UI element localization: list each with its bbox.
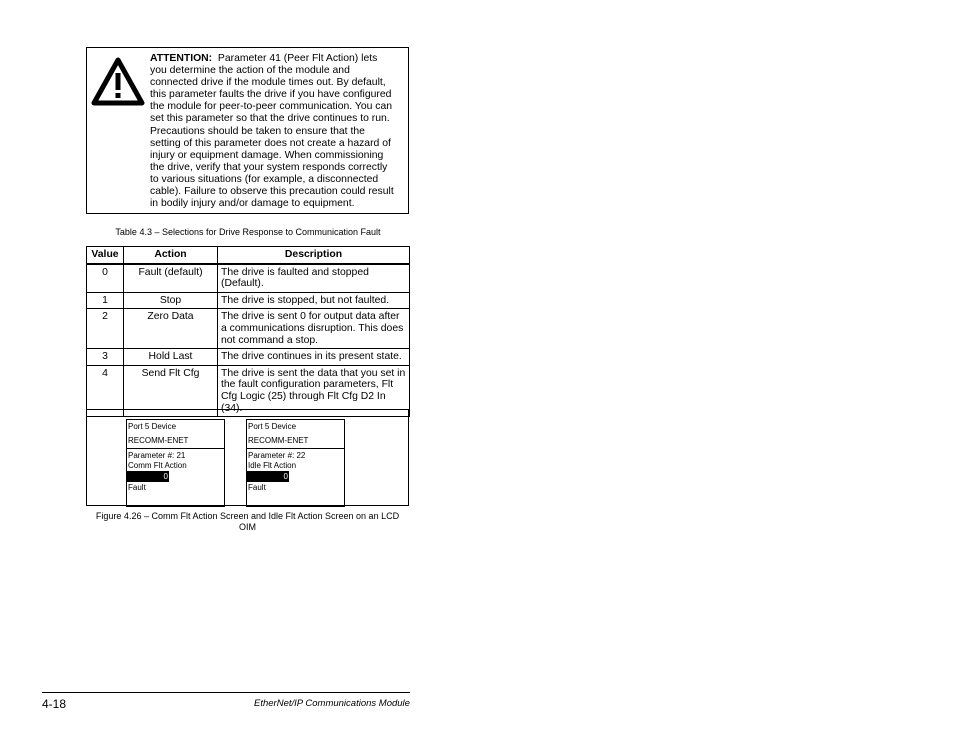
- drive-response-table: [86, 246, 410, 417]
- table-header-row: [87, 247, 410, 264]
- attention-line: you determine the action of the module and: [150, 65, 350, 77]
- cell-action: Send Flt Cfg: [124, 365, 218, 416]
- cell-description: The drive is stopped, but not faulted.: [218, 292, 410, 309]
- page-number: 4-18: [42, 697, 67, 711]
- cell-action: Hold Last: [124, 349, 218, 366]
- lcd-parameter-name: Comm Flt Action: [128, 461, 187, 470]
- table-row: [87, 349, 410, 366]
- running-footer-title: EtherNet/IP Communications Module: [254, 698, 410, 709]
- table-row: [87, 292, 410, 309]
- attention-label: ATTENTION:: [150, 53, 213, 64]
- lcd-port-label: Port 5 Device: [248, 422, 297, 431]
- attention-box: [86, 47, 409, 214]
- header-action: Action: [124, 247, 218, 264]
- attention-line: connected drive if the module times out. By default,: [150, 77, 386, 89]
- lcd-screen-idle-flt: [246, 419, 345, 507]
- attention-line: the drive, verify that your system responds correctly: [150, 161, 388, 173]
- attention-line: Precautions should be taken to ensure that the: [150, 125, 365, 137]
- footer-divider: [42, 692, 410, 693]
- figure-caption: [86, 511, 409, 532]
- attention-line: cable). Failure to observe this precaution could result: [150, 186, 394, 198]
- attention-line: set this parameter so that the drive continues to run.: [150, 113, 390, 125]
- figure-caption-line: Figure 4.26 – Comm Flt Action Screen and Idle Flt Action Screen on an LCD: [95, 511, 400, 521]
- cell-value: 0: [87, 264, 124, 293]
- cell-action: Stop: [124, 292, 218, 309]
- lcd-value-field: 0: [247, 471, 289, 482]
- lcd-setting-text: Fault: [248, 483, 266, 492]
- lcd-device-name: RECOMM-ENET: [248, 436, 309, 445]
- header-value: Value: [87, 247, 124, 264]
- lcd-divider: [247, 448, 344, 449]
- lcd-parameter-name: Idle Flt Action: [248, 461, 297, 470]
- attention-line: the module for peer-to-peer communication. You can: [150, 101, 393, 113]
- lcd-divider: [127, 448, 224, 449]
- cell-description: The drive continues in its present state.: [218, 349, 410, 366]
- lcd-screen-comm-flt: [126, 419, 225, 507]
- warning-triangle-icon: [91, 57, 145, 107]
- lcd-value-field: 0: [127, 471, 169, 482]
- cell-value: 3: [87, 349, 124, 366]
- lcd-device-name: RECOMM-ENET: [128, 436, 189, 445]
- table-row: [87, 264, 410, 293]
- cell-action: Fault (default): [124, 264, 218, 293]
- cell-action: Zero Data: [124, 309, 218, 349]
- lcd-parameter-number: Parameter #: 22: [248, 451, 306, 460]
- cell-description: The drive is sent 0 for output data after a communications disruption. This does not command a stop.: [218, 309, 410, 349]
- lcd-port-label: Port 5 Device: [128, 422, 177, 431]
- attention-line: setting of this parameter does not create a hazard of: [150, 137, 391, 149]
- lcd-parameter-number: Parameter #: 21: [128, 451, 186, 460]
- cell-value: 2: [87, 309, 124, 349]
- lcd-figure-frame: [86, 409, 409, 506]
- table-caption: Table 4.3 – Selections for Drive Response to Communication Fault: [115, 227, 381, 237]
- attention-text: [150, 53, 407, 210]
- header-description: Description: [218, 247, 410, 264]
- attention-line: Parameter 41 (Peer Flt Action) lets: [217, 53, 378, 64]
- table-row: [87, 309, 410, 349]
- cell-description: The drive is sent the data that you set in the fault configuration parameters, Flt Cfg Logic (25) through Flt Cfg D2 In (34).: [218, 365, 410, 416]
- cell-description: The drive is faulted and stopped (Default).: [218, 264, 410, 293]
- attention-line: to various situations (for example, a disconnected: [150, 173, 379, 185]
- attention-line: injury or equipment damage. When commissioning: [150, 149, 384, 161]
- attention-line: this parameter faults the drive if you have configured: [150, 89, 392, 101]
- figure-caption-line: OIM: [239, 521, 256, 532]
- lcd-setting-text: Fault: [128, 483, 146, 492]
- attention-line: in bodily injury and/or damage to equipment.: [150, 198, 355, 210]
- cell-value: 1: [87, 292, 124, 309]
- cell-value: 4: [87, 365, 124, 416]
